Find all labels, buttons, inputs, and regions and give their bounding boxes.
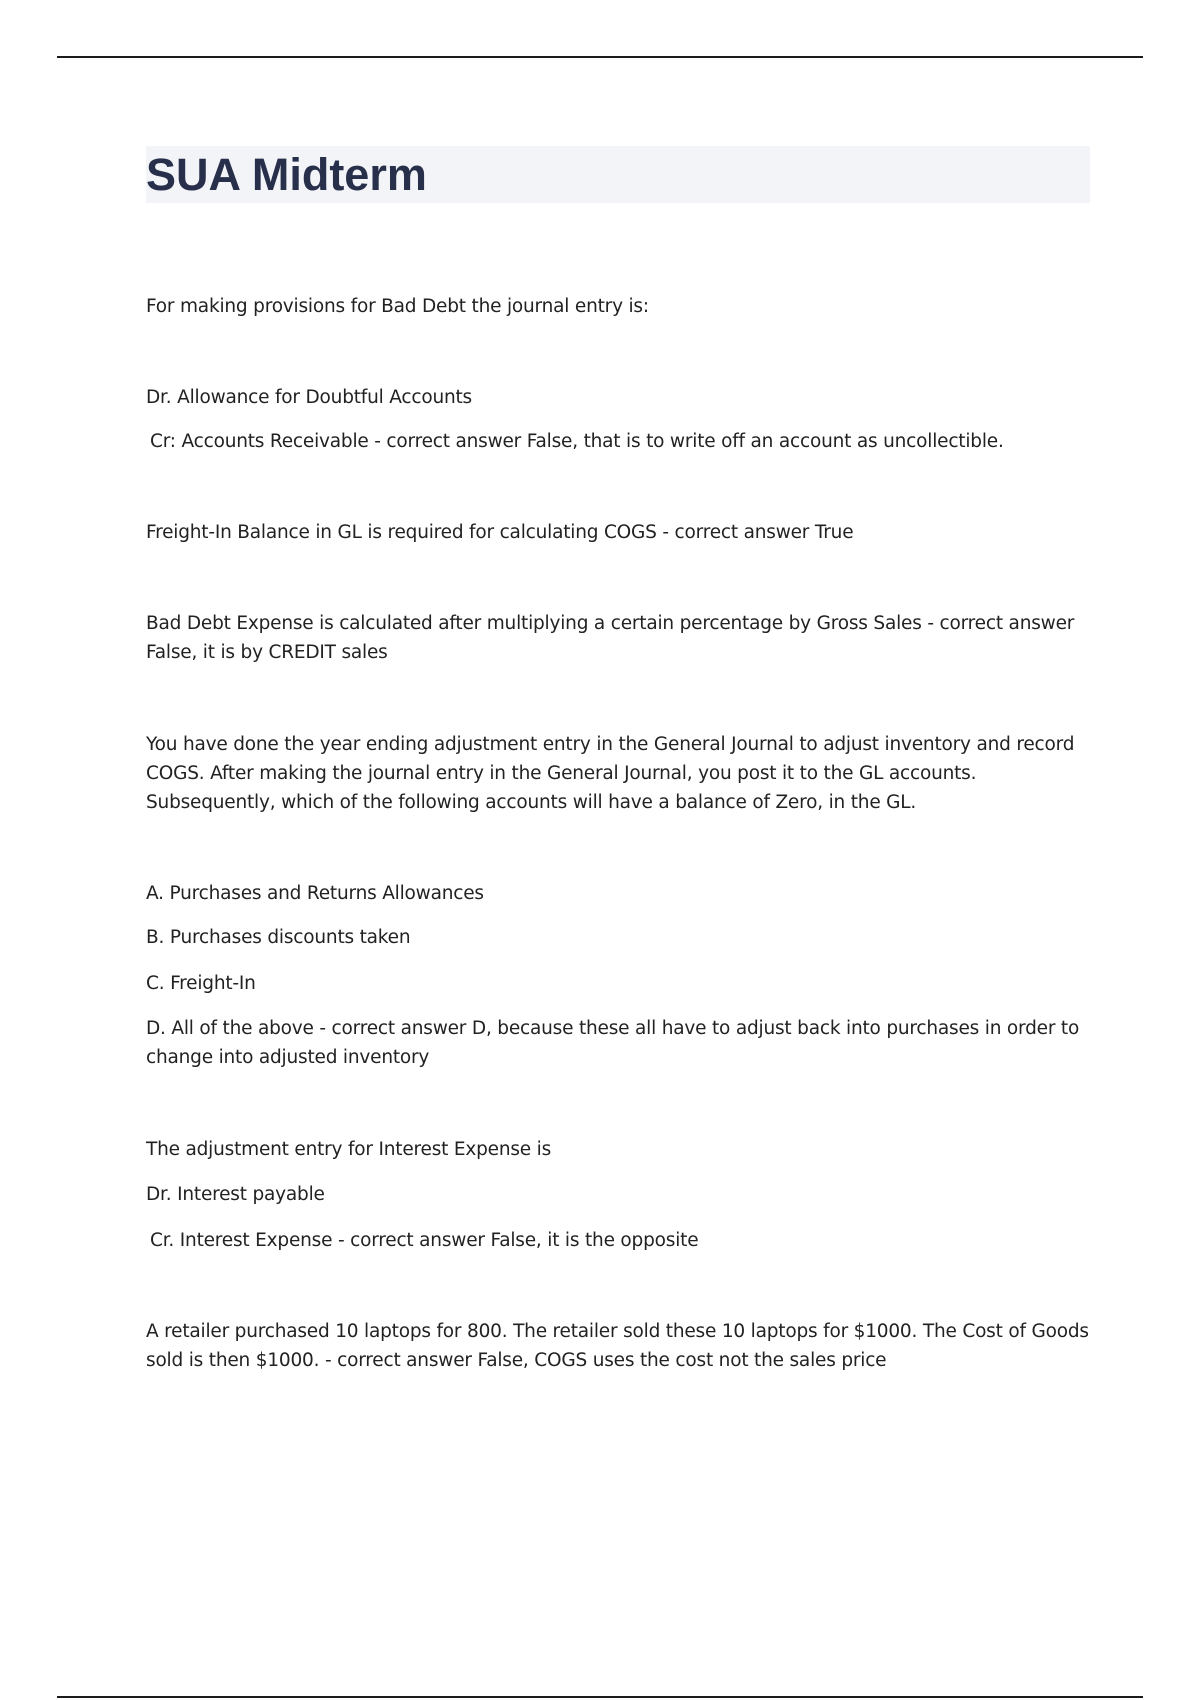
document-title: SUA Midterm	[146, 149, 427, 200]
question-5-debit-line: Dr. Interest payable	[146, 1184, 325, 1205]
question-4-option-a: A. Purchases and Returns Allowances	[146, 883, 484, 904]
question-4-option-c: C. Freight-In	[146, 973, 256, 994]
bottom-rule	[57, 1696, 1143, 1698]
question-5: The adjustment entry for Interest Expense is	[146, 1139, 552, 1160]
question-3: Bad Debt Expense is calculated after multiplying a certain percentage by Gross Sales - correct answer False, it is by CREDIT sales	[146, 613, 1075, 663]
question-1-debit-line: Dr. Allowance for Doubtful Accounts	[146, 387, 472, 408]
question-4: You have done the year ending adjustment entry in the General Journal to adjust inventory and record COGS. After making the journal entry in the General Journal, you post it to the GL accounts. Subsequently, which of the following accounts will have a balance of Zero, in the GL.	[146, 734, 1075, 813]
question-4-option-d-answer: D. All of the above - correct answer D, because these all have to adjust back into purchases in order to change into adjusted inventory	[146, 1018, 1080, 1068]
top-rule	[57, 56, 1143, 58]
question-4-option-b: B. Purchases discounts taken	[146, 927, 411, 948]
question-1-credit-answer: Cr: Accounts Receivable - correct answer False, that is to write off an account as uncollectible.	[150, 431, 1004, 452]
question-5-credit-answer: Cr. Interest Expense - correct answer False, it is the opposite	[150, 1230, 699, 1251]
question-1: For making provisions for Bad Debt the journal entry is:	[146, 296, 649, 317]
question-2: Freight-In Balance in GL is required for calculating COGS - correct answer True	[146, 522, 854, 543]
title-band	[146, 146, 1090, 203]
question-6: A retailer purchased 10 laptops for 800. The retailer sold these 10 laptops for $1000. The Cost of Goods sold is then $1000. - correct answer False, COGS uses the cost not the sales price	[146, 1321, 1089, 1371]
